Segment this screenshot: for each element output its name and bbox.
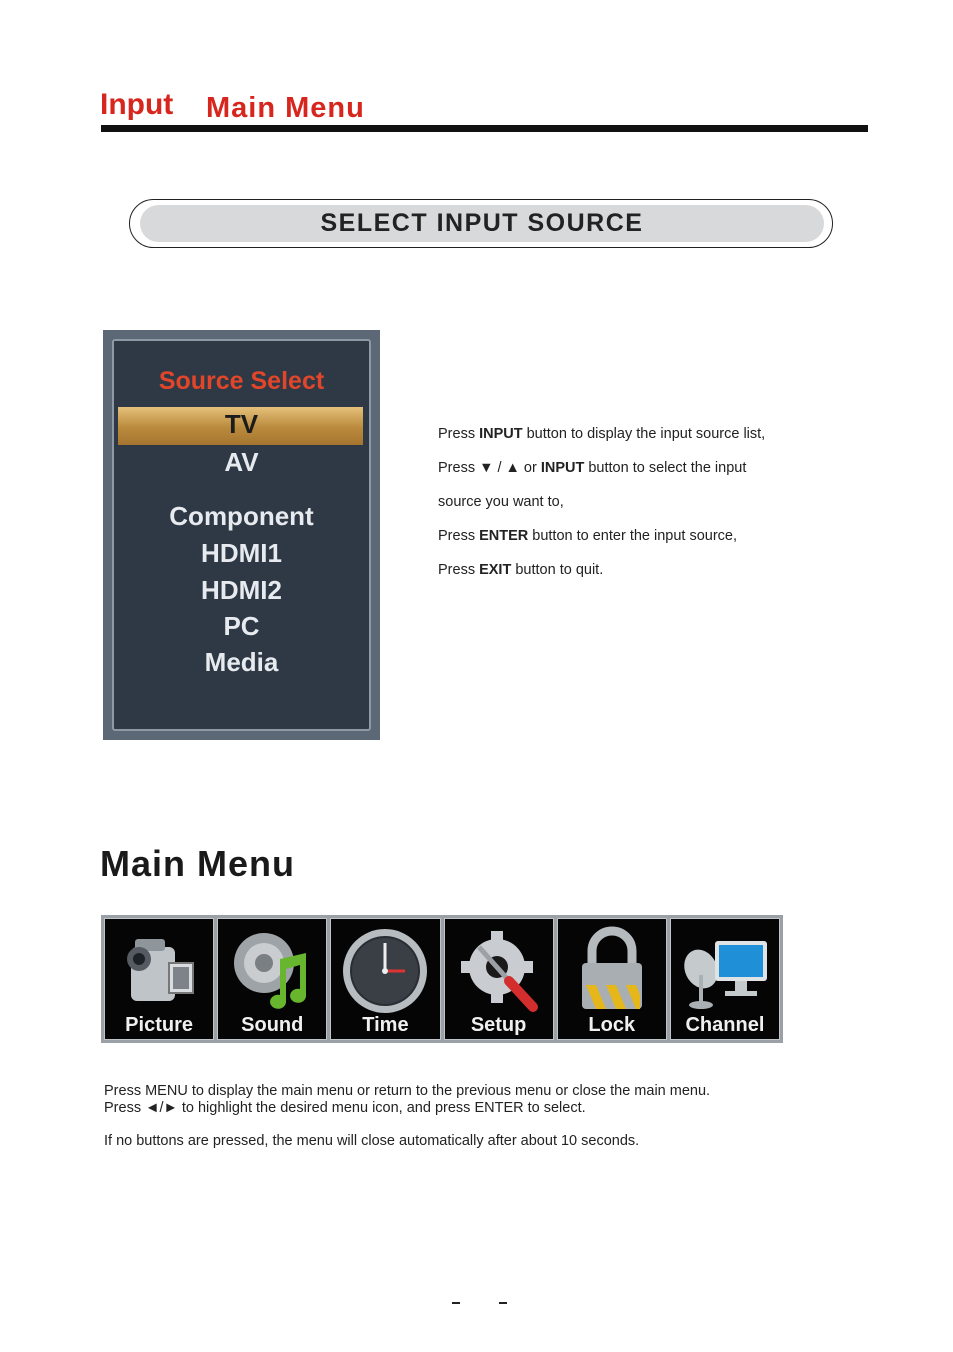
main-menu-bar bbox=[101, 915, 783, 1043]
menu-label-channel: Channel bbox=[685, 1014, 765, 1036]
section-title-input: Input bbox=[100, 88, 174, 121]
banner-fill bbox=[140, 205, 824, 242]
source-item-av[interactable]: AV bbox=[224, 447, 259, 477]
source-select-inner bbox=[112, 339, 371, 731]
menu-item-channel[interactable] bbox=[670, 918, 780, 1040]
menu-item-time[interactable] bbox=[330, 918, 440, 1040]
banner-title: SELECT INPUT SOURCE bbox=[320, 209, 644, 237]
menu-label-lock: Lock bbox=[588, 1014, 636, 1036]
instruction-line-4: Press ENTER button to enter the input source, bbox=[438, 528, 738, 544]
menu-label-picture: Picture bbox=[125, 1014, 193, 1036]
gear-screwdriver-icon bbox=[445, 925, 553, 1017]
menu-item-sound[interactable] bbox=[217, 918, 327, 1040]
instruction-line-5: Press EXIT button to quit. bbox=[438, 562, 604, 578]
page-number-dash-left bbox=[452, 1302, 460, 1304]
note-line-3: If no buttons are pressed, the menu will close automatically after about 10 seconds. bbox=[104, 1133, 640, 1149]
padlock-icon bbox=[558, 925, 666, 1017]
menu-label-setup: Setup bbox=[470, 1014, 527, 1036]
note-line-1: Press MENU to display the main menu or return to the previous menu or close the main menu. bbox=[104, 1083, 711, 1099]
clock-icon bbox=[331, 925, 439, 1017]
menu-label-sound: Sound bbox=[241, 1014, 304, 1036]
source-item-component[interactable]: Component bbox=[169, 501, 314, 531]
key-exit: EXIT bbox=[479, 562, 512, 578]
menu-item-picture[interactable] bbox=[104, 918, 214, 1040]
key-input: INPUT bbox=[479, 426, 523, 442]
instruction-line-2: Press ▼ / ▲ or INPUT button to select the input bbox=[438, 460, 747, 476]
camcorder-icon bbox=[105, 925, 213, 1017]
satellite-monitor-icon bbox=[671, 925, 779, 1017]
section-title-main-menu: Main Menu bbox=[206, 92, 365, 124]
note-line-2: Press ◄/► to highlight the desired menu icon, and press ENTER to select. bbox=[104, 1100, 586, 1116]
header-rule bbox=[101, 125, 868, 132]
instruction-line-3: source you want to, bbox=[438, 494, 564, 510]
menu-item-setup[interactable] bbox=[444, 918, 554, 1040]
source-item-tv[interactable]: TV bbox=[224, 409, 259, 439]
page-number-dash-right bbox=[499, 1302, 507, 1304]
main-menu-heading: Main Menu bbox=[100, 843, 295, 884]
source-item-hdmi2[interactable]: HDMI2 bbox=[201, 575, 282, 605]
instruction-line-1: Press INPUT button to display the input source list, bbox=[438, 426, 766, 442]
speaker-music-icon bbox=[218, 925, 326, 1017]
source-item-hdmi1[interactable]: HDMI1 bbox=[201, 538, 282, 568]
menu-label-time: Time bbox=[362, 1014, 409, 1036]
select-input-source-banner bbox=[129, 199, 833, 248]
source-select-panel bbox=[103, 330, 380, 740]
source-item-pc[interactable]: PC bbox=[223, 611, 260, 641]
source-item-media[interactable]: Media bbox=[204, 647, 279, 677]
source-select-title: Source Select bbox=[158, 367, 325, 395]
key-input: INPUT bbox=[540, 460, 585, 476]
key-enter: ENTER bbox=[479, 528, 529, 544]
menu-item-lock[interactable] bbox=[557, 918, 667, 1040]
